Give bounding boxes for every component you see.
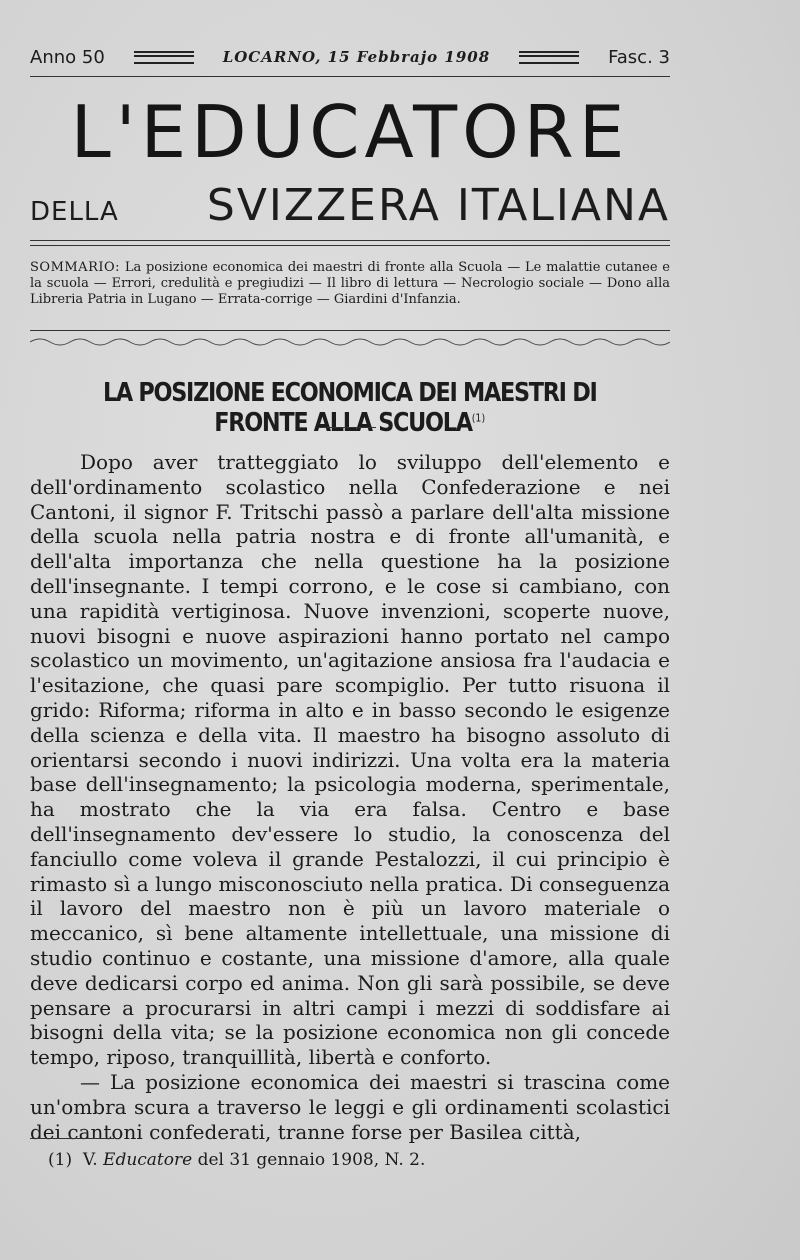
summary-rule [30,330,670,331]
masthead-subtitle [30,180,670,230]
triple-rule-right [519,51,579,64]
wavy-divider [30,336,670,348]
masthead-rule-top [30,240,670,241]
fascicle-number: Fasc. 3 [608,46,670,68]
summary-label: SOMMARIO: [30,260,121,275]
issue-header [30,46,670,68]
footnote-reference[interactable]: (1) [471,411,486,425]
footnote-rule [30,1138,114,1139]
paragraph-1: Dopo aver tratteggiato lo sviluppo dell'elemento e dell'ordinamento scolastico nella Confederazione e nei Cantoni, il signor F. Tritschi passò a parlare dell'alta missione della scuola nella patria nostra e di fronte all'umanità, e dell'alta importanza che nella questione ha la posizione dell'insegnante. I tempi corrono, e le cose si cambiano, con una rapidità vertiginosa. Nuove invenzioni, scoperte nuove, nuovi bisogni e nuove aspirazioni hanno portato nel campo scolastico un movimento, un'agitazione ansiosa fra l'audacia e l'esitazione, che quasi pare scompiglio. Per tutto risuona il grido: Riforma; riforma in alto e in basso secondo le esigenze della scienza e della vita. Il maestro ha bisogno assoluto di orientarsi secondo i nuovi indirizzi. Una volta era la materia base dell'insegnamento; la psicologia moderna, sperimentale, ha mostrato che la via era falsa. Centro e base dell'insegnamento dev'essere lo studio, la conoscenza del fanciullo come voleva il grande Pestalozzi, il cui principio è rimasto sì a lungo misconosciuto nella pratica. Di conseguenza il lavoro del maestro non è più un lavoro materiale o meccanico, sì bene altamente intellettuale, una missione di studio continuo e costante, una missione d'amore, alla quale deve dedicarsi corpo ed anima. Non gli sarà possibile, se deve pensare a procurarsi in altri campi i mezzi di soddisfare ai bisogni della vita; se la posizione economica non gli concede tempo, riposo, tranquillità, libertà e conforto. [30,450,670,1070]
summary [30,260,670,308]
place-date: LOCARNO, 15 Febbrajo 1908 [222,48,491,66]
footnote [48,1150,688,1170]
footnote-journal: Educatore [103,1150,193,1170]
issue-number: Anno 50 [30,46,105,68]
footnote-suffix: del 31 gennaio 1908, N. 2. [197,1150,426,1170]
masthead-rule-bottom [30,245,670,246]
footnote-prefix: V. [82,1150,98,1170]
summary-text: La posizione economica dei maestri di fronte alla Scuola — Le malattie cutanee e la scuola — Errori, credulità e pregiudizi — Il libro di lettura — Necrologio sociale — Dono alla Libreria Patria in Lugano — Errata-corrige — Giardini d'Infanzia. [30,260,670,307]
title-rule [318,427,376,428]
article-title [75,378,625,438]
footnote-mark: (1) [48,1150,73,1170]
article-body [30,450,670,1144]
header-rule [30,76,670,77]
article-title-text: LA POSIZIONE ECONOMICA DEI MAESTRI DI FRONTE ALLA SCUOLA [102,378,597,438]
triple-rule-left [134,51,194,64]
subtitle-della: DELLA [30,197,119,227]
paragraph-2: — La posizione economica dei maestri si trascina come un'ombra scura a traverso le leggi e gli ordinamenti scolastici dei cantoni confederati, tranne forse per Basilea città, [30,1069,670,1144]
masthead-title: L'EDUCATORE [70,90,630,174]
subtitle-svizzera-italiana: SVIZZERA ITALIANA [206,180,670,231]
